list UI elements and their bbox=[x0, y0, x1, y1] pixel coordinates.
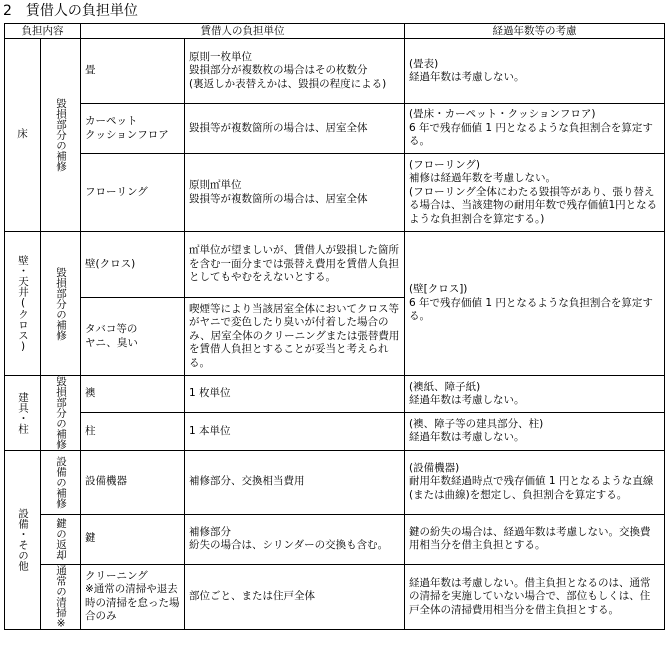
unit-equipment: 補修部分、交換相当費用 bbox=[185, 450, 405, 514]
table-row bbox=[5, 376, 665, 413]
subcategory-wall bbox=[41, 232, 81, 376]
subcategory-floor-label: 毀損部分の補修 bbox=[55, 98, 67, 172]
header-row bbox=[5, 24, 665, 39]
section-heading: 2 賃借人の負担単位 bbox=[3, 3, 138, 19]
category-wall-label: 壁・天井(クロス) bbox=[17, 254, 29, 353]
item-tobacco: タバコ等の ヤニ、臭い bbox=[81, 298, 185, 376]
item-carpet: カーペット クッションフロア bbox=[81, 104, 185, 154]
header-content: 負担内容 bbox=[5, 24, 81, 39]
category-floor-label: 床 bbox=[17, 128, 28, 141]
unit-tatami: 原則一枚単位 毀損部分が複数枚の場合はその枚数分 (裏返しか表替えかは、毀損の程度による) bbox=[185, 39, 405, 104]
table-row bbox=[5, 564, 665, 630]
unit-pillar: 1 本単位 bbox=[185, 413, 405, 450]
years-cleaning: 経過年数は考慮しない。借主負担となるのは、通常の清掃を実施していない場合で、部位もしくは、住戸全体の清掃費用相当分を借主負担とする。 bbox=[405, 564, 665, 630]
years-equipment: (設備機器) 耐用年数経過時点で残存価値 1 円となるような直線(または曲線)を想定し、負担割合を算定する。 bbox=[405, 450, 665, 514]
category-wall bbox=[5, 232, 41, 376]
header-unit: 賃借人の負担単位 bbox=[81, 24, 405, 39]
item-equipment: 設備機器 bbox=[81, 450, 185, 514]
years-fusuma: (襖紙、障子紙) 経過年数は考慮しない。 bbox=[405, 376, 665, 413]
subcategory-equip-repair bbox=[41, 450, 81, 514]
years-key: 鍵の紛失の場合は、経過年数は考慮しない。交換費用相当分を借主負担とする。 bbox=[405, 514, 665, 564]
table-row bbox=[5, 104, 665, 154]
subcategory-equip-repair-label: 設備の補修 bbox=[55, 455, 67, 509]
years-wall: (壁[クロス]) 6 年で残存価値 1 円となるような負担割合を算定する。 bbox=[405, 232, 665, 376]
item-pillar: 柱 bbox=[81, 413, 185, 450]
years-carpet: (畳床・カーペット・クッションフロア) 6 年で残存価値 1 円となるような負担割合を算定する。 bbox=[405, 104, 665, 154]
unit-cleaning: 部位ごと、または住戸全体 bbox=[185, 564, 405, 630]
years-pillar: (襖、障子等の建具部分、柱) 経過年数は考慮しない。 bbox=[405, 413, 665, 450]
item-flooring: フローリング bbox=[81, 154, 185, 232]
unit-key: 補修部分 紛失の場合は、シリンダーの交換も含む。 bbox=[185, 514, 405, 564]
unit-fusuma: 1 枚単位 bbox=[185, 376, 405, 413]
table-row bbox=[5, 232, 665, 298]
subcategory-wall-label: 毀損部分の補修 bbox=[55, 266, 67, 341]
category-floor bbox=[5, 39, 41, 232]
category-equip bbox=[5, 450, 41, 630]
item-tatami: 畳 bbox=[81, 39, 185, 104]
item-cleaning: クリーニング ※通常の清掃や退去時の清掃を怠った場合のみ bbox=[81, 564, 185, 630]
subcategory-floor bbox=[41, 39, 81, 232]
category-fixture bbox=[5, 376, 41, 451]
table-row bbox=[5, 514, 665, 564]
subcategory-cleaning-label: 通常の清掃※ bbox=[55, 564, 67, 629]
subcategory-fixture bbox=[41, 376, 81, 451]
years-tatami: (畳表) 経過年数は考慮しない。 bbox=[405, 39, 665, 104]
subcategory-fixture-label: 毀損部分の補修 bbox=[55, 376, 67, 450]
subcategory-cleaning bbox=[41, 564, 81, 630]
unit-cloth: ㎡単位が望ましいが、賃借人が毀損した箇所を含む一面分までは張替え費用を賃借人負担としてもやむをえないとする。 bbox=[185, 232, 405, 298]
unit-carpet: 毀損等が複数箇所の場合は、居室全体 bbox=[185, 104, 405, 154]
category-fixture-label: 建具・柱 bbox=[17, 391, 29, 434]
table-row bbox=[5, 450, 665, 514]
table-row bbox=[5, 154, 665, 232]
years-flooring: (フローリング) 補修は経過年数を考慮しない。 (フローリング全体にわたる毀損等があり、張り替える場合は、当該建物の耐用年数で残存価値1円となるような負担割合を算定する。) bbox=[405, 154, 665, 232]
burden-unit-table bbox=[4, 23, 665, 630]
item-cloth: 壁(クロス) bbox=[81, 232, 185, 298]
subcategory-key-return-label: 鍵の返却 bbox=[55, 518, 67, 560]
subcategory-key-return bbox=[41, 514, 81, 564]
item-fusuma: 襖 bbox=[81, 376, 185, 413]
unit-tobacco: 喫煙等により当該居室全体においてクロス等がヤニで変色したり臭いが付着した場合のみ、居室全体のクリーニングまたは張替費用を賃借人負担とすることが妥当と考えられる。 bbox=[185, 298, 405, 376]
item-key: 鍵 bbox=[81, 514, 185, 564]
table-row bbox=[5, 39, 665, 104]
header-years: 経過年数等の考慮 bbox=[405, 24, 665, 39]
unit-flooring: 原則㎡単位 毀損等が複数箇所の場合は、居室全体 bbox=[185, 154, 405, 232]
table-row bbox=[5, 413, 665, 450]
category-equip-label: 設備・その他 bbox=[17, 508, 29, 572]
